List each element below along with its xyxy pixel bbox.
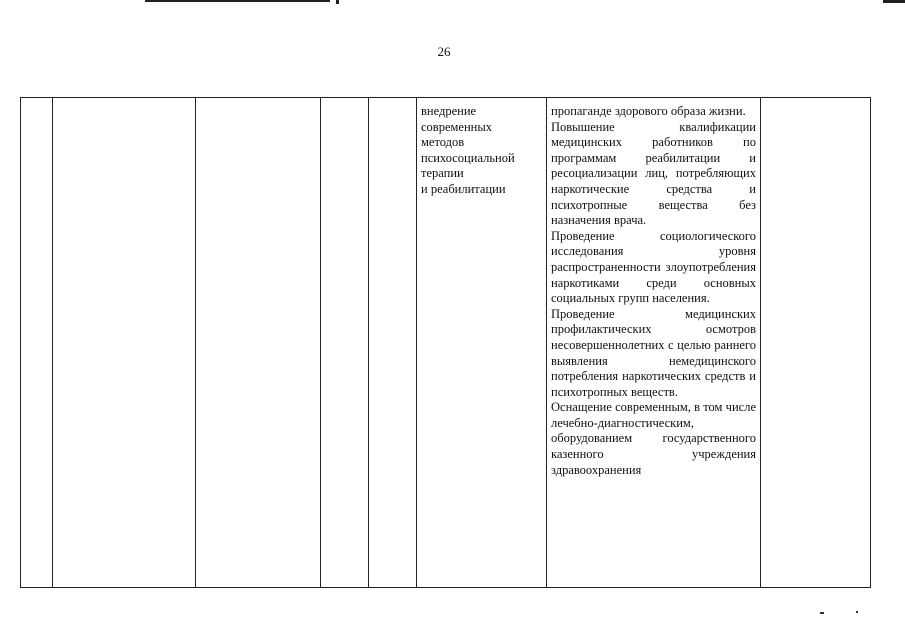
cell-measures xyxy=(547,98,761,588)
cell-start-year xyxy=(321,98,369,588)
scan-artifact-dot xyxy=(856,611,858,613)
cell-executor xyxy=(196,98,321,588)
measure-paragraph: Проведение медицинских профилактических осмотров несовершеннолетних с целью раннего выявления немедицинского потребления наркотических средств и психотропных веществ. xyxy=(551,306,756,399)
page-number: 26 xyxy=(437,44,451,59)
measure-paragraph: Оснащение современным, в том числе лечебно-диагностическим, оборудованием государственного казенного учреждения здравоохранения xyxy=(551,400,756,477)
scan-artifact-top-line xyxy=(145,0,330,2)
direction-line: внедрение xyxy=(421,104,477,118)
direction-line: психосоциальной xyxy=(421,150,515,165)
direction-line: терапии xyxy=(421,166,464,181)
table-row xyxy=(21,98,871,588)
cell-result xyxy=(761,98,871,588)
cell-direction xyxy=(417,98,547,588)
direction-line: и реабилитации xyxy=(421,181,506,196)
program-table xyxy=(20,97,871,588)
cell-number xyxy=(21,98,53,588)
scan-artifact-dot xyxy=(820,612,824,614)
measure-paragraph: Проведение социологического исследования уровня распространенности злоупотребления наркотиками среди основных социальных групп населения. xyxy=(551,228,756,306)
measure-paragraph: пропаганде здорового образа жизни. xyxy=(551,104,746,118)
scan-artifact-top-tick xyxy=(336,0,339,4)
cell-task xyxy=(53,98,196,588)
scan-artifact-corner xyxy=(883,0,905,3)
cell-end-year xyxy=(369,98,417,588)
measure-paragraph: Повышение квалификации медицинских работников по программам реабилитации и ресоциализации лиц, потребляющих наркотические средства и психотропные вещества без назначения врача. xyxy=(551,119,756,228)
direction-line: современных xyxy=(421,119,492,134)
direction-line: методов xyxy=(421,135,465,150)
